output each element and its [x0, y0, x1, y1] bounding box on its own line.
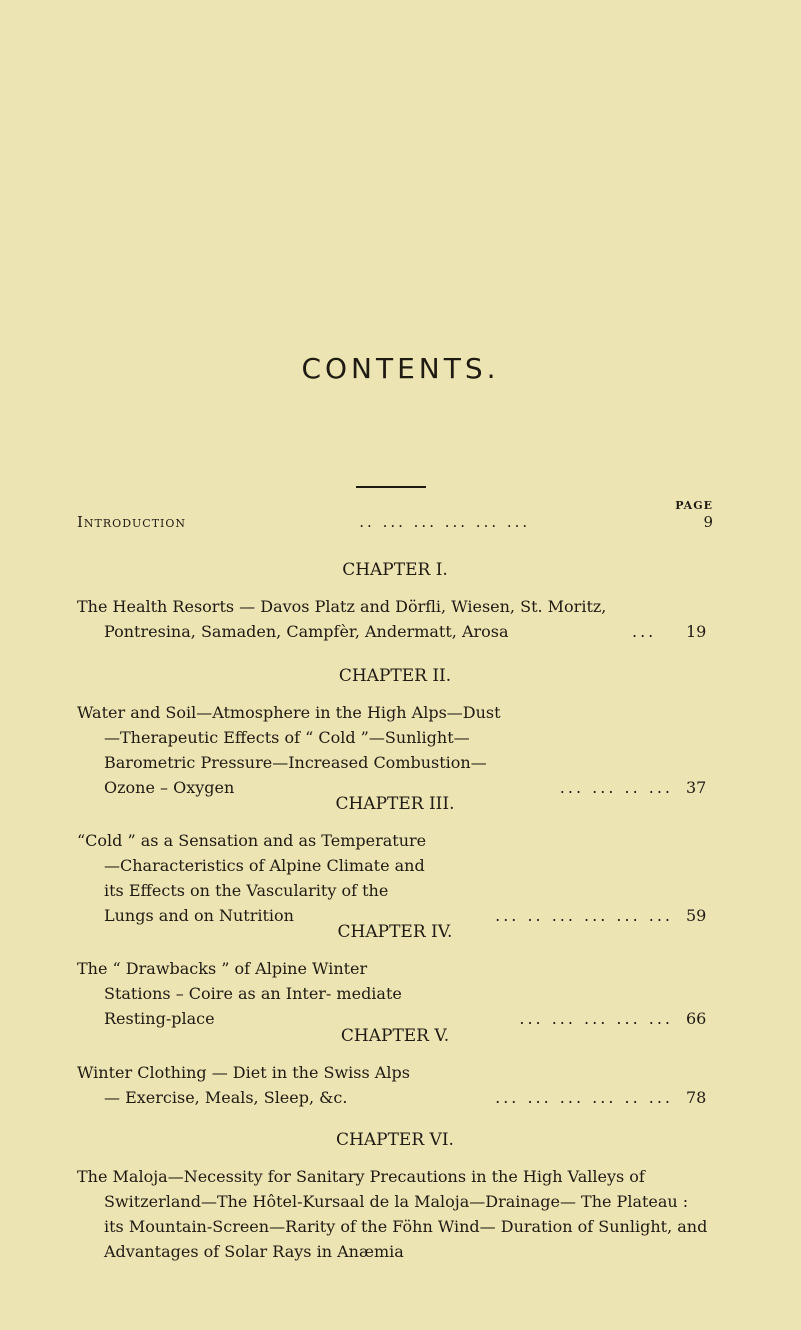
chapter-2 [77, 666, 713, 800]
chapter-entry [77, 1164, 713, 1264]
chapter-heading: CHAPTER IV. [337, 922, 453, 942]
chapter-5 [77, 1026, 713, 1110]
chapter-entry: Winter Clothing — Diet in the Swiss Alps — Exercise, Meals, Sleep, &c. ... ... ... ... .. ... 78 [77, 1060, 713, 1110]
chapter-4 [77, 922, 713, 1031]
introduction-entry [77, 513, 713, 531]
chapter-heading: CHAPTER II. [338, 666, 452, 686]
page-column-label: PAGE [675, 499, 713, 512]
introduction-page: 9 [703, 513, 713, 531]
chapter-leader: ... .. ... ... ... ... [495, 906, 673, 925]
chapter-3 [77, 794, 713, 928]
page-title: CONTENTS. [301, 352, 500, 385]
chapter-text: The “ Drawbacks ” of Alpine Winter Stations – Coire as an Inter- mediate Resting-place [77, 959, 402, 1028]
introduction-label: Introduction [77, 513, 187, 531]
chapter-text: Winter Clothing — Diet in the Swiss Alps — Exercise, Meals, Sleep, &c. [77, 1063, 410, 1107]
chapter-text: Water and Soil—Atmosphere in the High Alps—Dust—Therapeutic Effects of “ Cold ”—Sunlight—Barometric Pressure—Increased Combustion—Ozone – Oxygen [77, 703, 501, 797]
chapter-entry: “Cold ” as a Sensation and as Temperature—Characteristics of Alpine Climate and its Effects on the Vascularity of the Lungs and on Nutrition ... .. ... ... ... ... 59 [77, 828, 713, 928]
chapter-heading: CHAPTER V. [340, 1026, 450, 1046]
chapter-entry: The Health Resorts — Davos Platz and Dörfli, Wiesen, St. Moritz, Pontresina, Samaden, Campfèr, Andermatt, Arosa ... 19 [77, 597, 707, 641]
chapter-6 [77, 1130, 713, 1264]
chapter-entry: The “ Drawbacks ” of Alpine Winter Stations – Coire as an Inter- mediate Resting-place ... ... ... ... ... 66 [77, 956, 713, 1031]
chapter-1 [77, 560, 713, 644]
chapter-leader: ... ... ... ... .. ... [495, 1088, 673, 1107]
chapter-text: “Cold ” as a Sensation and as Temperature—Characteristics of Alpine Climate and its Effects on the Vascularity of the Lungs and on Nutrition [77, 831, 427, 925]
chapter-text: The Health Resorts — Davos Platz and Dörfli, Wiesen, St. Moritz, Pontresina, Samaden, Campfèr, Andermatt, Arosa [77, 597, 607, 641]
title-rule [356, 486, 426, 488]
introduction-leader: .. ... ... ... ... ... [359, 513, 531, 531]
chapter-heading: CHAPTER III. [335, 794, 455, 814]
chapter-entry: Water and Soil—Atmosphere in the High Alps—Dust—Therapeutic Effects of “ Cold ”—Sunlight—Barometric Pressure—Increased Combustion—Ozone – Oxygen ... ... .. ... 37 [77, 700, 713, 800]
chapter-heading: CHAPTER VI. [336, 1130, 454, 1150]
chapter-text: The Maloja—Necessity for Sanitary Precautions in the High Valleys of Switzerland—The Hôtel-Kursaal de la Maloja—Drainage— The Plateau : its Mountain-Screen—Rarity of the Föhn Wind— Duration of Sunlight, and Advantages of Solar Rays in Anæmia [77, 1167, 708, 1261]
chapter-leader: ... ... ... ... ... [519, 1009, 673, 1028]
chapter-heading: CHAPTER I. [342, 560, 448, 580]
chapter-leader: ... ... .. ... [559, 778, 673, 797]
